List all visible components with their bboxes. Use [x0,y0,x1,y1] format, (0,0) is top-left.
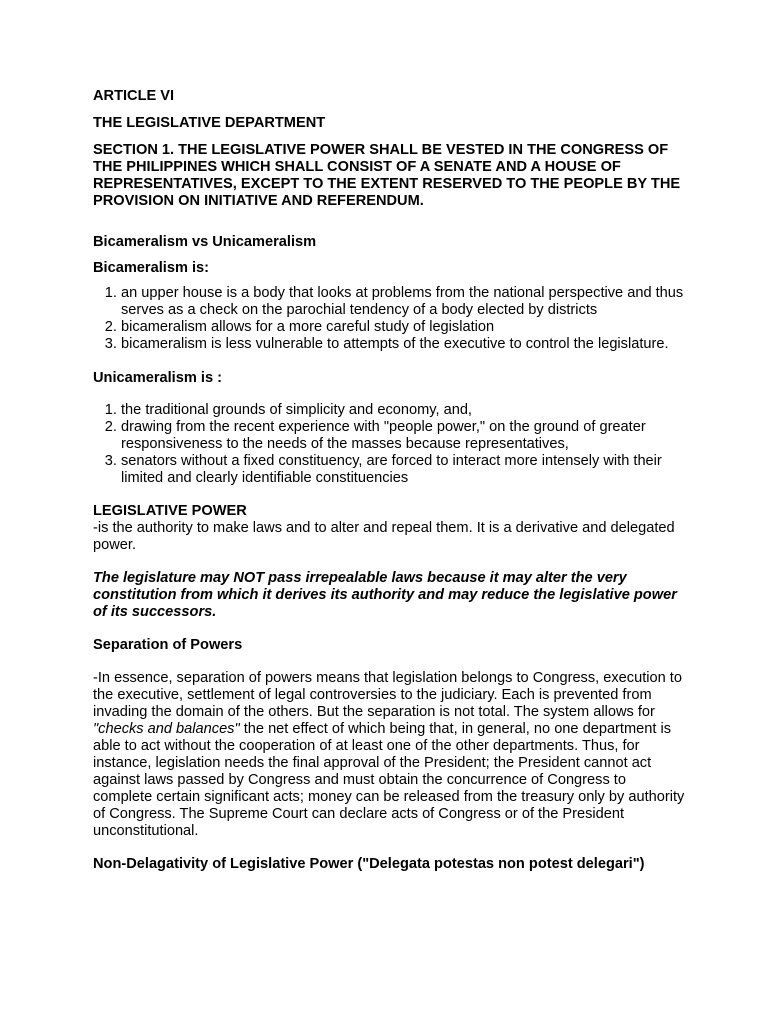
list-item: 1. the traditional grounds of simplicity and economy, and, [121,402,688,419]
irrepealable-laws-note: The legislature may NOT pass irrepealable laws because it may alter the very constitution from which it derives its authority and may reduce the legislative power of its successors. [93,570,677,620]
legislative-power-heading: LEGISLATIVE POWER [93,503,247,519]
checks-and-balances-phrase: "checks and balances" [93,721,240,737]
non-delegativity-heading: Non-Delagativity of Legislative Power ("Delegata potestas non potest delegari") [93,856,645,872]
list-item: 2. bicameralism allows for a more careful study of legislation [121,319,688,336]
bicameralism-list [93,285,688,353]
list-item: 1. an upper house is a body that looks at problems from the national perspective and thus serves as a check on the parochial tendency of a body elected by districts [121,285,688,319]
list-item: 3. bicameralism is less vulnerable to attempts of the executive to control the legislature. [121,336,688,353]
separation-text-part-1: -In essence, separation of powers means that legislation belongs to Congress, execution to the executive, settlement of legal controversies to the judiciary. Each is prevented from invading the domain of the others. But the separation is not total. The system allows for [93,670,682,720]
separation-text-part-2: the net effect of which being that, in general, no one department is able to act without the cooperation of at least one of the other departments. Thus, for instance, legislation needs the final approval of the President; the President cannot act against laws passed by Congress and must obtain the concurrence of Congress to complete certain significant acts; money can be released from the treasury only by authority of Congress. The Supreme Court can declare acts of Congress or of the President unconstitutional. [93,721,685,839]
section-1-text: SECTION 1. THE LEGISLATIVE POWER SHALL BE VESTED IN THE CONGRESS OF THE PHILIPPINES WHICH SHALL CONSIST OF A SENATE AND A HOUSE OF REPRESENTATIVES, EXCEPT TO THE EXTENT RESERVED TO THE PEOPLE BY THE PROVISION ON INITIATIVE AND REFERENDUM. [93,142,681,209]
unicameralism-list [93,402,688,487]
list-item: 2. drawing from the recent experience with "people power," on the ground of greater responsiveness to the needs of the masses because representatives, [121,419,688,453]
bicam-vs-unicam-heading: Bicameralism vs Unicameralism [93,234,317,250]
list-item: 3. senators without a fixed constituency, are forced to interact more intensely with their limited and clearly identifiable constituencies [121,453,688,487]
department-title: THE LEGISLATIVE DEPARTMENT [93,115,326,131]
separation-of-powers-heading: Separation of Powers [93,637,243,653]
legislative-power-text: -is the authority to make laws and to alter and repeal them. It is a derivative and delegated power. [93,520,675,553]
unicameralism-heading: Unicameralism is : [93,370,222,386]
separation-of-powers-text [93,670,688,840]
bicameralism-heading: Bicameralism is: [93,260,210,276]
article-title: ARTICLE VI [93,88,175,104]
